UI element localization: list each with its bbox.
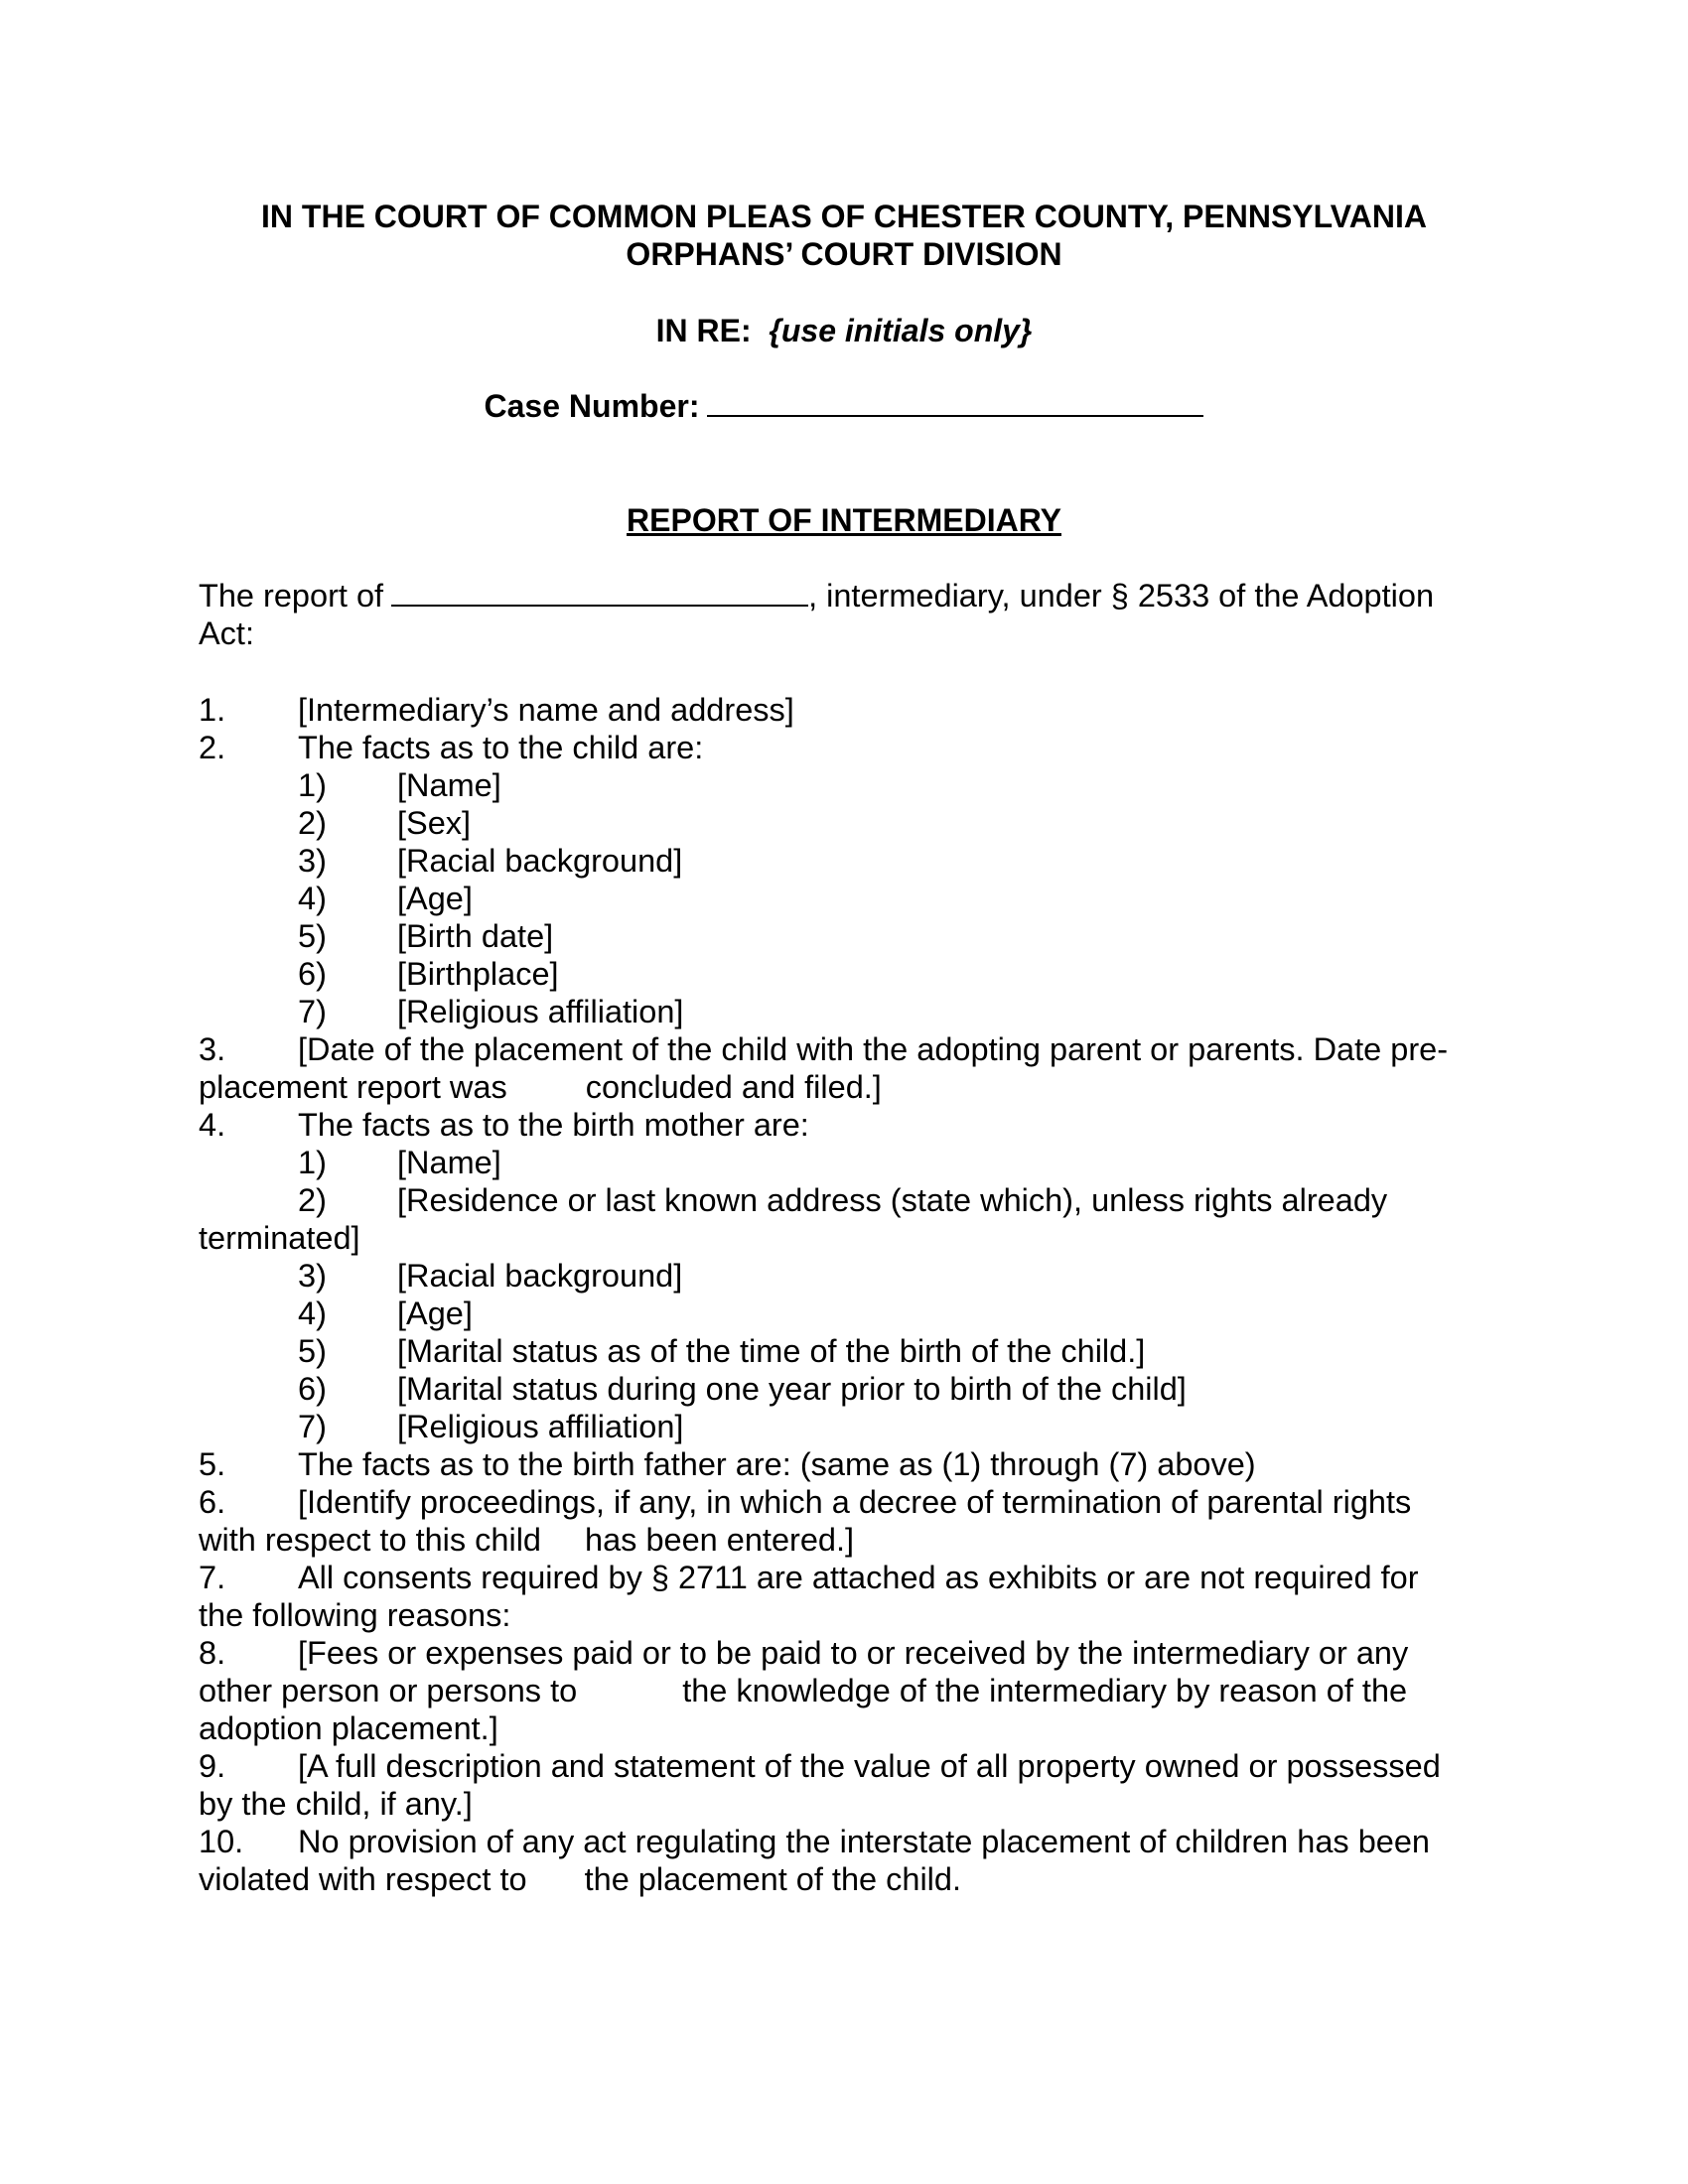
item-number: 3. — [199, 1031, 226, 1067]
item-continuation: by the child, if any.] — [199, 1786, 473, 1822]
sub-item-text: [Sex] — [397, 805, 472, 841]
item-number: 4. — [199, 1107, 226, 1143]
sub-item-text: [Religious affiliation] — [397, 994, 684, 1029]
sub-item-number: 1) — [298, 1145, 327, 1180]
case-number-line — [0, 387, 1688, 425]
sub-item-number: 3) — [298, 1258, 327, 1294]
item-continuation — [199, 1068, 882, 1106]
item-cont-b: concluded and filed.] — [585, 1069, 882, 1105]
sub-item-text: [Religious affiliation] — [397, 1409, 684, 1444]
sub-item-text: [Birth date] — [397, 918, 554, 954]
item-continuation — [199, 1860, 961, 1898]
item-continuation — [199, 1521, 854, 1559]
sub-item-number: 1) — [298, 767, 327, 803]
item-cont-b: the placement of the child. — [584, 1861, 961, 1897]
sub-item-text: [Age] — [397, 1296, 473, 1331]
item-text: [Fees or expenses paid or to be paid to or received by the intermediary or any — [298, 1635, 1409, 1671]
sub-item-text: [Racial background] — [397, 843, 683, 879]
sub-item-number: 6) — [298, 1371, 327, 1407]
in-re-line — [0, 312, 1688, 349]
item-cont-a: violated with respect to — [199, 1861, 527, 1897]
sub-item-number: 2) — [298, 805, 327, 841]
item-continuation: the following reasons: — [199, 1597, 511, 1633]
report-title: REPORT OF INTERMEDIARY — [627, 502, 1061, 538]
in-re-label: IN RE: — [655, 313, 752, 348]
intro-prefix: The report of — [199, 578, 384, 614]
sub-item-number: 7) — [298, 1409, 327, 1444]
case-number-blank[interactable] — [707, 389, 1203, 417]
item-text: [Intermediary’s name and address] — [298, 692, 794, 728]
item-cont-a: other person or persons to — [199, 1673, 578, 1708]
item-text: [Date of the placement of the child with the adopting parent or parents. Date pre- — [298, 1031, 1449, 1067]
sub-item-text: [Marital status during one year prior to birth of the child] — [397, 1371, 1187, 1407]
item-text: The facts as to the birth mother are: — [298, 1107, 809, 1143]
sub-item-number: 2) — [298, 1182, 327, 1218]
sub-item-number: 4) — [298, 881, 327, 916]
in-re-value: {use initials only} — [769, 313, 1033, 348]
sub-item-number: 6) — [298, 956, 327, 992]
item-text: The facts as to the child are: — [298, 730, 704, 765]
item-continuation — [199, 1672, 1407, 1709]
item-number: 8. — [199, 1635, 226, 1671]
item-continuation: adoption placement.] — [199, 1710, 498, 1746]
intermediary-name-blank[interactable] — [391, 579, 808, 607]
item-number: 5. — [199, 1446, 226, 1482]
intro-cont: Act: — [199, 615, 254, 651]
item-number: 7. — [199, 1560, 226, 1595]
item-cont-b: has been entered.] — [585, 1522, 855, 1558]
sub-item-number: 3) — [298, 843, 327, 879]
item-number: 1. — [199, 692, 226, 728]
item-text: No provision of any act regulating the interstate placement of children has been — [298, 1824, 1430, 1859]
sub-item-continuation: terminated] — [199, 1220, 360, 1256]
item-cont-b: the knowledge of the intermediary by reason of the — [682, 1673, 1408, 1708]
item-text: All consents required by § 2711 are attached as exhibits or are not required for — [298, 1560, 1419, 1595]
sub-item-text: [Age] — [397, 881, 473, 916]
sub-item-number: 5) — [298, 918, 327, 954]
sub-item-text: [Name] — [397, 1145, 501, 1180]
sub-item-number: 5) — [298, 1333, 327, 1369]
case-number-label: Case Number: — [484, 388, 700, 424]
intro-line — [199, 577, 1434, 614]
item-cont-a: with respect to this child — [199, 1522, 542, 1558]
sub-item-text: [Birthplace] — [397, 956, 559, 992]
court-division: ORPHANS’ COURT DIVISION — [626, 236, 1062, 272]
sub-item-text: [Racial background] — [397, 1258, 683, 1294]
intro-suffix: , intermediary, under § 2533 of the Adoption — [808, 578, 1435, 614]
item-text: [A full description and statement of the value of all property owned or possessed — [298, 1748, 1441, 1784]
sub-item-text: [Marital status as of the time of the birth of the child.] — [397, 1333, 1146, 1369]
item-number: 10. — [199, 1824, 244, 1859]
court-caption: IN THE COURT OF COMMON PLEAS OF CHESTER COUNTY, PENNSYLVANIA — [261, 199, 1427, 234]
sub-item-number: 4) — [298, 1296, 327, 1331]
item-text: The facts as to the birth father are: (same as (1) through (7) above) — [298, 1446, 1256, 1482]
item-cont-a: placement report was — [199, 1069, 507, 1105]
item-number: 2. — [199, 730, 226, 765]
item-text: [Identify proceedings, if any, in which a decree of termination of parental rights — [298, 1484, 1412, 1520]
item-number: 6. — [199, 1484, 226, 1520]
sub-item-number: 7) — [298, 994, 327, 1029]
sub-item-text: [Residence or last known address (state which), unless rights already — [397, 1182, 1388, 1218]
sub-item-text: [Name] — [397, 767, 501, 803]
item-number: 9. — [199, 1748, 226, 1784]
